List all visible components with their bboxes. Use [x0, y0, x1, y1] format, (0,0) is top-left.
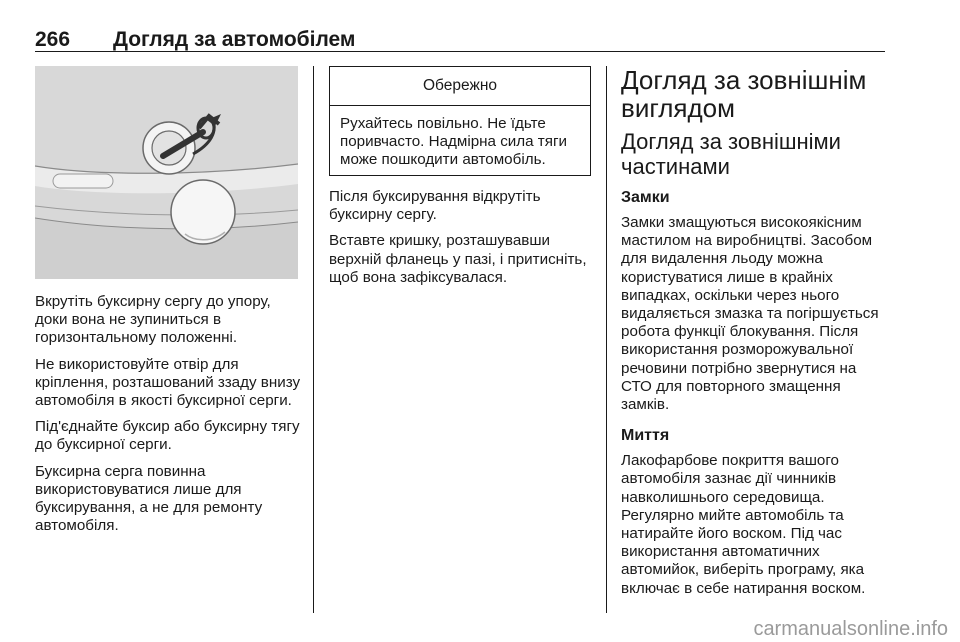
locks-heading: Замки [621, 189, 670, 206]
page-header [35, 28, 885, 52]
paragraph: Вставте кришку, розташувавши верхній фланець у пазі, і притисніть, щоб вона зафіксувалася. [329, 232, 587, 286]
caution-title: Обережно [330, 67, 590, 106]
paragraph: Буксирна серга повинна використовуватися лише для буксирування, а не для ремонту автомобіля. [35, 462, 263, 535]
caution-text: Рухайтесь повільно. Не їдьте поривчасто. Надмірна сила тяги може пошкодити автомобіль. [340, 115, 568, 169]
section-heading: Догляд за зовнішнім виглядом [621, 65, 867, 123]
paragraph: Не використовуйте отвір для кріплення, розташований ззаду внизу автомобіля в якості буксирної серги. [35, 355, 301, 410]
tow-eye-illustration [35, 66, 298, 279]
washing-heading: Миття [621, 427, 670, 445]
watermark: carmanualsonline.info [753, 618, 948, 640]
column-middle [329, 188, 594, 295]
tow-eye-installation-illustration-icon [35, 66, 298, 279]
paragraph: Під'єднайте буксир або буксирну тягу до буксирної серги. [35, 418, 300, 454]
running-title: Догляд за автомобілем [113, 28, 356, 51]
header-rule [35, 51, 885, 52]
paragraph: Вкрутіть буксирну сергу до упору, доки вона не зупиниться в горизонтальному положенні. [35, 293, 271, 347]
subsection-heading: Догляд за зовнішніми частинами [621, 129, 841, 179]
caution-box [329, 66, 591, 176]
column-divider-2 [606, 66, 607, 613]
column-right [621, 66, 889, 610]
column-divider-1 [313, 66, 314, 613]
washing-paragraph: Лакофарбове покриття вашого автомобіля зазнає дії чинників навколишнього середовища. Регулярно мийте автомобіль та натирайте його воском. Під час використання автоматичних автомийок, виберіть програму, яка включає в себе натирання воском. [621, 452, 866, 597]
page-number: 266 [35, 28, 71, 51]
column-left [35, 293, 303, 543]
locks-paragraph: Замки змащуються високоякісним мастилом на виробництві. Засобом для видалення льоду можна користуватися лише в крайніх випадках, оскільки через нього видаляється змазка та погіршується робота функції блокування. Після використання розморожувальної речовини потрібно звернутися на СТО для повторного змащення замків. [621, 214, 879, 414]
paragraph: Після буксирування відкрутіть буксирну сергу. [329, 188, 541, 224]
